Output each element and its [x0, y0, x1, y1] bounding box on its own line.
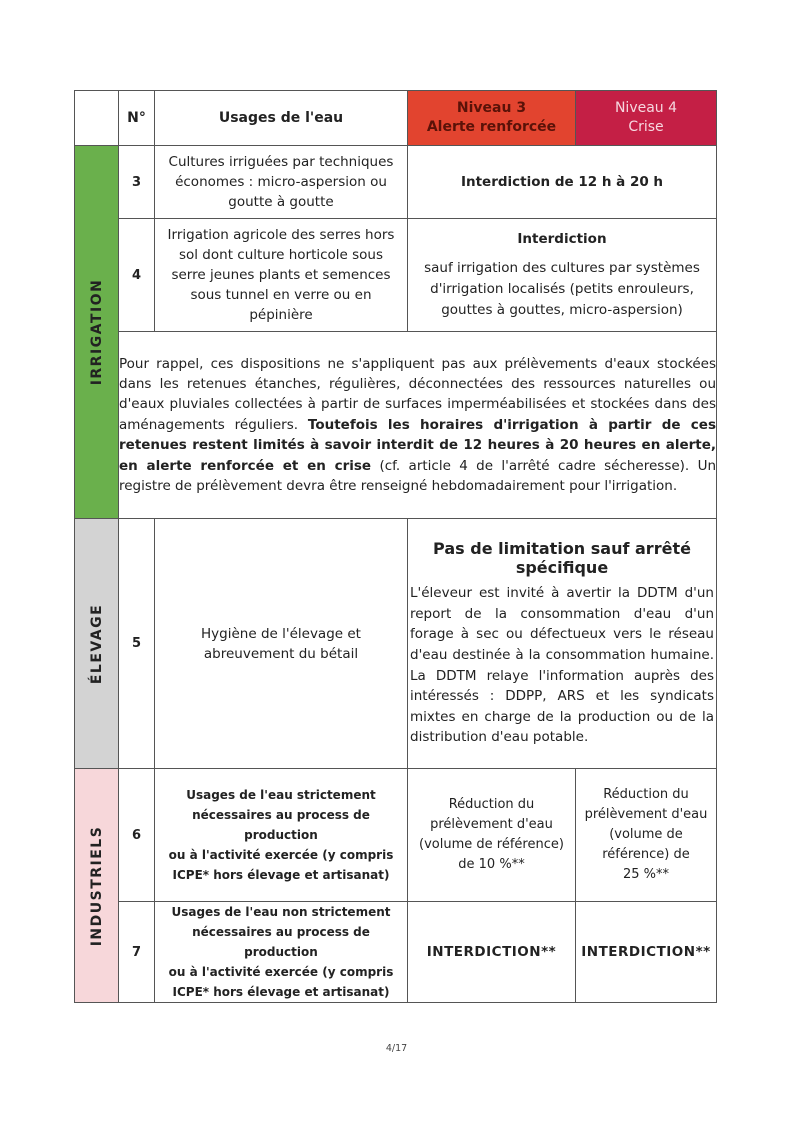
row-7-niveau-3: INTERDICTION**: [408, 902, 576, 1003]
row-5-measure: [408, 519, 717, 769]
row-4: [75, 219, 717, 332]
row-3-measure: Interdiction de 12 h à 20 h: [408, 146, 717, 219]
row-4-measure-line: gouttes à gouttes, micro-aspersion): [441, 302, 683, 318]
row-4-usage-line: pépinière: [249, 307, 313, 323]
row-4-usage-line: Irrigation agricole des serres hors: [167, 227, 395, 243]
row-4-usage-line: serre jeunes plants et semences: [171, 267, 391, 283]
row-7-usage-line: Usages de l'eau non strictement: [171, 905, 391, 919]
row-6-niveau-4-line: (volume de: [609, 827, 683, 842]
row-5-usage-line: Hygiène de l'élevage et: [201, 625, 361, 642]
irrigation-note-row: [75, 332, 717, 519]
row-3: [75, 146, 717, 219]
row-5-usage-line: abreuvement du bétail: [203, 645, 359, 662]
header-niveau-4-line-2: Crise: [628, 119, 664, 135]
row-6-usage-line: nécessaires au process de production: [192, 808, 370, 842]
header-row: [75, 91, 717, 146]
section-industriels-label: INDUSTRIELS: [88, 825, 105, 946]
row-7-number: 7: [119, 902, 155, 1003]
header-niveau-3: [408, 91, 576, 146]
row-6-niveau-4-line: 25 %**: [622, 867, 670, 882]
row-7-usage: [155, 902, 408, 1003]
row-5-usage: [155, 519, 408, 769]
row-6-niveau-3-line: Réduction du: [448, 797, 535, 812]
row-3-usage-line: Cultures irriguées par techniques: [168, 154, 394, 170]
section-industriels: [75, 769, 119, 1003]
irrigation-note: [119, 332, 717, 519]
row-5-number: 5: [119, 519, 155, 769]
row-3-usage-line: économes : micro-aspersion ou: [175, 174, 387, 190]
header-niveau-3-line-2: Alerte renforcée: [426, 119, 557, 135]
water-restriction-table: [74, 90, 717, 1003]
header-corner-cell: [75, 91, 119, 146]
irrigation-note-part-2: (cf. article 4 de l'arrêté cadre sécheresse). Un registre de prélèvement devra être renseigné hebdomadairement pour l'irrigation.: [119, 457, 717, 495]
row-6-niveau-3-line: (volume de référence): [419, 837, 564, 852]
header-usages: Usages de l'eau: [155, 91, 408, 146]
row-6-niveau-3: [408, 769, 576, 902]
header-niveau-4: [576, 91, 717, 146]
irrigation-note-part-1: Pour rappel, ces dispositions ne s'appliquent pas aux prélèvements d'eaux stockées dans les retenues étanches, régulières, déconnectées des ressources naturelles ou d'eaux pluviales collectées à partir de surfaces imperméabilisées et stockées dans des aménagements réguliers.: [119, 355, 716, 433]
irrigation-note-bold: Toutefois les horaires d'irrigation à partir de ces retenues restent limités à savoir interdit de 12 heures à 20 heures en alerte, en alerte renforcée et en crise: [119, 416, 716, 474]
row-7: [75, 902, 717, 1003]
row-7-usage-line: nécessaires au process de production: [192, 925, 370, 959]
row-4-measure: [408, 219, 717, 332]
row-6-niveau-3-line: prélèvement d'eau: [430, 817, 553, 832]
row-4-measure-title: Interdiction: [517, 231, 607, 247]
row-6-usage-line: ICPE* hors élevage et artisanat): [172, 868, 390, 882]
row-5-measure-text: L'éleveur est invité à avertir la DDTM d'un report de la consommation d'eau d'un forage à sec ou défectueux vers le réseau d'eau destinée à la consommation humaine. La DDTM relaye l'information auprès des intéressés : DDPP, ARS et les syndicats mixtes en charge de la production ou de la distribution d'eau potable.: [410, 585, 714, 746]
row-5-measure-title: Pas de limitation sauf arrêté spécifique: [433, 539, 691, 578]
row-5: [75, 519, 717, 769]
row-7-usage-line: ou à l'activité exercée (y compris: [168, 965, 394, 979]
row-6-usage-line: Usages de l'eau strictement: [186, 788, 376, 802]
row-3-usage: [155, 146, 408, 219]
row-6-niveau-4-line: prélèvement d'eau: [584, 807, 708, 822]
section-irrigation-label: IRRIGATION: [88, 278, 105, 386]
row-6-niveau-4-line: référence) de: [602, 847, 690, 862]
row-6-number: 6: [119, 769, 155, 902]
section-elevage-label: ÉLEVAGE: [88, 603, 105, 684]
section-elevage: [75, 519, 119, 769]
row-6-niveau-4-line: Réduction du: [603, 787, 689, 802]
row-3-usage-line: goutte à goutte: [228, 194, 334, 210]
page-number: 4/17: [385, 1043, 408, 1054]
header-niveau-3-line-1: Niveau 3: [456, 100, 527, 116]
section-irrigation: [75, 146, 119, 519]
row-3-number: 3: [119, 146, 155, 219]
row-4-usage-line: sol dont culture horticole sous: [178, 247, 384, 263]
row-6-usage-line: ou à l'activité exercée (y compris: [168, 848, 394, 862]
row-4-number: 4: [119, 219, 155, 332]
row-4-usage: [155, 219, 408, 332]
row-4-measure-line: d'irrigation localisés (petits enrouleurs,: [430, 281, 694, 297]
row-4-measure-line: sauf irrigation des cultures par systèmes: [424, 260, 700, 276]
header-niveau-4-line-1: Niveau 4: [614, 100, 678, 116]
row-6-niveau-3-line: de 10 %**: [458, 857, 525, 872]
row-4-usage-line: sous tunnel en verre ou en: [190, 287, 372, 303]
row-7-usage-line: ICPE* hors élevage et artisanat): [172, 985, 390, 999]
row-7-niveau-4: INTERDICTION**: [576, 902, 717, 1003]
row-6-usage: [155, 769, 408, 902]
row-6-niveau-4: [576, 769, 717, 902]
header-num: N°: [119, 91, 155, 146]
row-6: [75, 769, 717, 902]
